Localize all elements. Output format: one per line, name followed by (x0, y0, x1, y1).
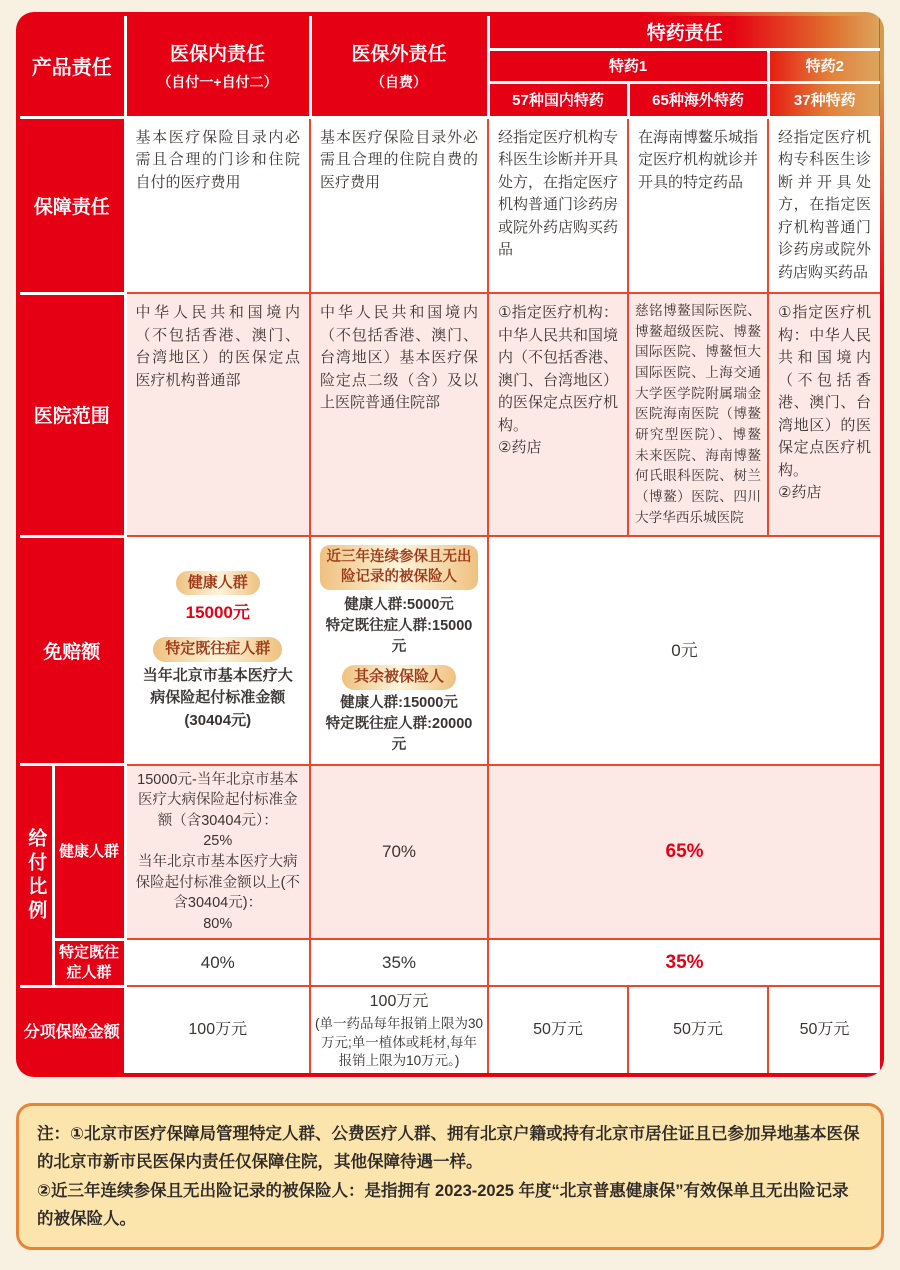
payout-tier1-rate: 25% (203, 833, 233, 850)
preexisting-group-badge: 特定既往症人群 (153, 637, 282, 661)
sum-outside-amount: 100万元 (369, 993, 429, 1011)
deductible-line: 健康人群:5000元 (344, 597, 454, 614)
header-outside-subtitle: （自费） (371, 74, 427, 91)
healthy-group-badge: 健康人群 (176, 571, 260, 595)
sum-drug2-cell: 50万元 (628, 986, 768, 1073)
header-special-drug-1: 特药1 (488, 49, 768, 82)
payout-healthy-inside-cell (125, 765, 310, 940)
deductible-line: 健康人群:15000元 (340, 694, 458, 711)
deductible-outside-cell (310, 536, 488, 764)
hospital-inside-cell: 中华人民共和国境内（不包括香港、澳门、台湾地区）的医保定点医疗机构普通部 (125, 293, 310, 536)
coverage-row (20, 117, 880, 293)
header-domestic-drugs: 57种国内特药 (488, 82, 628, 117)
benefit-table (16, 12, 884, 1077)
hospital-drug1-cell (488, 293, 628, 536)
footnote-line-1: 注：①北京市医疗保障局管理特定人群、公费医疗人群、拥有北京户籍或持有北京市居住证且已参加异地基本医保的北京市新市民医保内责任仅保障住院，其他保障待遇一样。 (37, 1124, 860, 1172)
hospital-drug3-cell (768, 293, 880, 536)
header-inside-subtitle: （自付一+自付二） (157, 74, 278, 91)
coverage-drug3-cell: 经指定医疗机构专科医生诊断并开具处方，在指定医疗机构普通门诊药房或院外药店购买药品 (768, 117, 880, 293)
deductible-inside-cell (125, 536, 310, 764)
sum-outside-limits: (单一药品每年报销上限为30万元;单一植体或耗材,每年报销上限为10万元。) (315, 1016, 484, 1068)
coverage-drug2-cell: 在海南博鳌乐城指定医疗机构就诊并开具的特定药品 (628, 117, 768, 293)
deductible-row (20, 536, 880, 764)
sum-drug1-cell: 50万元 (488, 986, 628, 1073)
sum-insured-row (20, 986, 880, 1073)
hospital-drug3-item2: ②药店 (778, 484, 822, 501)
footnote-box (16, 1103, 884, 1251)
sum-drug3-cell: 50万元 (768, 986, 880, 1073)
header-special-drug-2: 特药2 (768, 49, 880, 82)
coverage-drug1-cell: 经指定医疗机构专科医生诊断并开具处方，在指定医疗机构普通门诊药房或院外药店购买药品 (488, 117, 628, 293)
benefit-table-grid (20, 16, 880, 1073)
header-outside-medicare (310, 16, 488, 117)
renewal-no-claim-badge: 近三年连续参保且无出险记录的被保险人 (320, 545, 478, 590)
header-inside-title: 医保内责任 (169, 44, 265, 66)
deductible-line: 特定既往症人群:15000元 (325, 618, 473, 656)
footnote-line-2: ②近三年连续参保且无出险记录的被保险人：是指拥有 2023-2025 年度“北京普惠健康保”有效保单且无出险记录的被保险人。 (37, 1181, 849, 1229)
header-outside-title: 医保外责任 (351, 44, 447, 66)
header-row-1 (20, 16, 880, 49)
sum-insured-row-label: 分项保险金额 (20, 986, 125, 1073)
payout-healthy-label: 健康人群 (53, 765, 125, 940)
hospital-drug2-cell: 慈铭博鳌国际医院、博鳌超级医院、博鳌国际医院、博鳌恒大国际医院、上海交通大学医学院附属瑞金医院海南医院（博鳌研究型医院）、博鳌未来医院、海南博鳌何氏眼科医院、树兰（博鳌）医院、四川大学华西乐城医院 (628, 293, 768, 536)
preexisting-deductible-text: 当年北京市基本医疗大病保险起付标准金额(30404元) (142, 666, 293, 729)
payout-preexisting-label: 特定既往症人群 (53, 939, 125, 986)
sum-outside-cell (310, 986, 488, 1073)
deductible-line: 特定既往症人群:20000元 (325, 715, 473, 753)
header-inside-medicare (125, 16, 310, 117)
coverage-outside-cell: 基本医疗保险目录外必需且合理的住院自费的医疗费用 (310, 117, 488, 293)
payout-tier2-text: 当年北京市基本医疗大病保险起付标准金额以上(不含30404元)： (135, 854, 300, 912)
deductible-drugs-cell: 0元 (488, 536, 880, 764)
healthy-deductible-amount: 15000元 (185, 602, 250, 622)
header-overseas-drugs: 65种海外特药 (628, 82, 768, 117)
header-product-duty: 产品责任 (20, 16, 125, 117)
hospital-drug3-item1: ①指定医疗机构：中华人民共和国境内（不包括香港、澳门、台湾地区）的医保定点医疗机构。 (778, 304, 872, 479)
deductible-row-label: 免赔额 (20, 536, 125, 764)
hospital-drug1-item1: ①指定医疗机构：中华人民共和国境内（不包括香港、澳门、台湾地区）的医保定点医疗机构。 (498, 304, 619, 434)
other-insured-badge: 其余被保险人 (342, 665, 456, 689)
hospital-outside-cell: 中华人民共和国境内（不包括香港、澳门、台湾地区）基本医疗保险定点二级（含）及以上医院普通住院部 (310, 293, 488, 536)
hospital-drug1-item2: ②药店 (498, 439, 542, 456)
payout-preexisting-inside-cell: 40% (125, 939, 310, 986)
coverage-inside-cell: 基本医疗保险目录内必需且合理的门诊和住院自付的医疗费用 (125, 117, 310, 293)
payout-preexisting-row (20, 939, 880, 986)
header-drug2-count: 37种特药 (768, 82, 880, 117)
payout-row-label: 给付比例 (20, 765, 53, 987)
payout-tier1-text: 15000元-当年北京市基本医疗大病保险起付标准金额（含30404元）： (137, 771, 299, 829)
payout-healthy-drugs-cell: 65% (488, 765, 880, 940)
sum-inside-cell: 100万元 (125, 986, 310, 1073)
hospital-row-label: 医院范围 (20, 293, 125, 536)
coverage-row-label: 保障责任 (20, 117, 125, 293)
header-special-drug-duty: 特药责任 (488, 16, 880, 49)
payout-preexisting-outside-cell: 35% (310, 939, 488, 986)
payout-tier2-rate: 80% (203, 915, 233, 932)
payout-healthy-row (20, 765, 880, 940)
payout-healthy-outside-cell: 70% (310, 765, 488, 940)
hospital-row (20, 293, 880, 536)
payout-preexisting-drugs-cell: 35% (488, 939, 880, 986)
